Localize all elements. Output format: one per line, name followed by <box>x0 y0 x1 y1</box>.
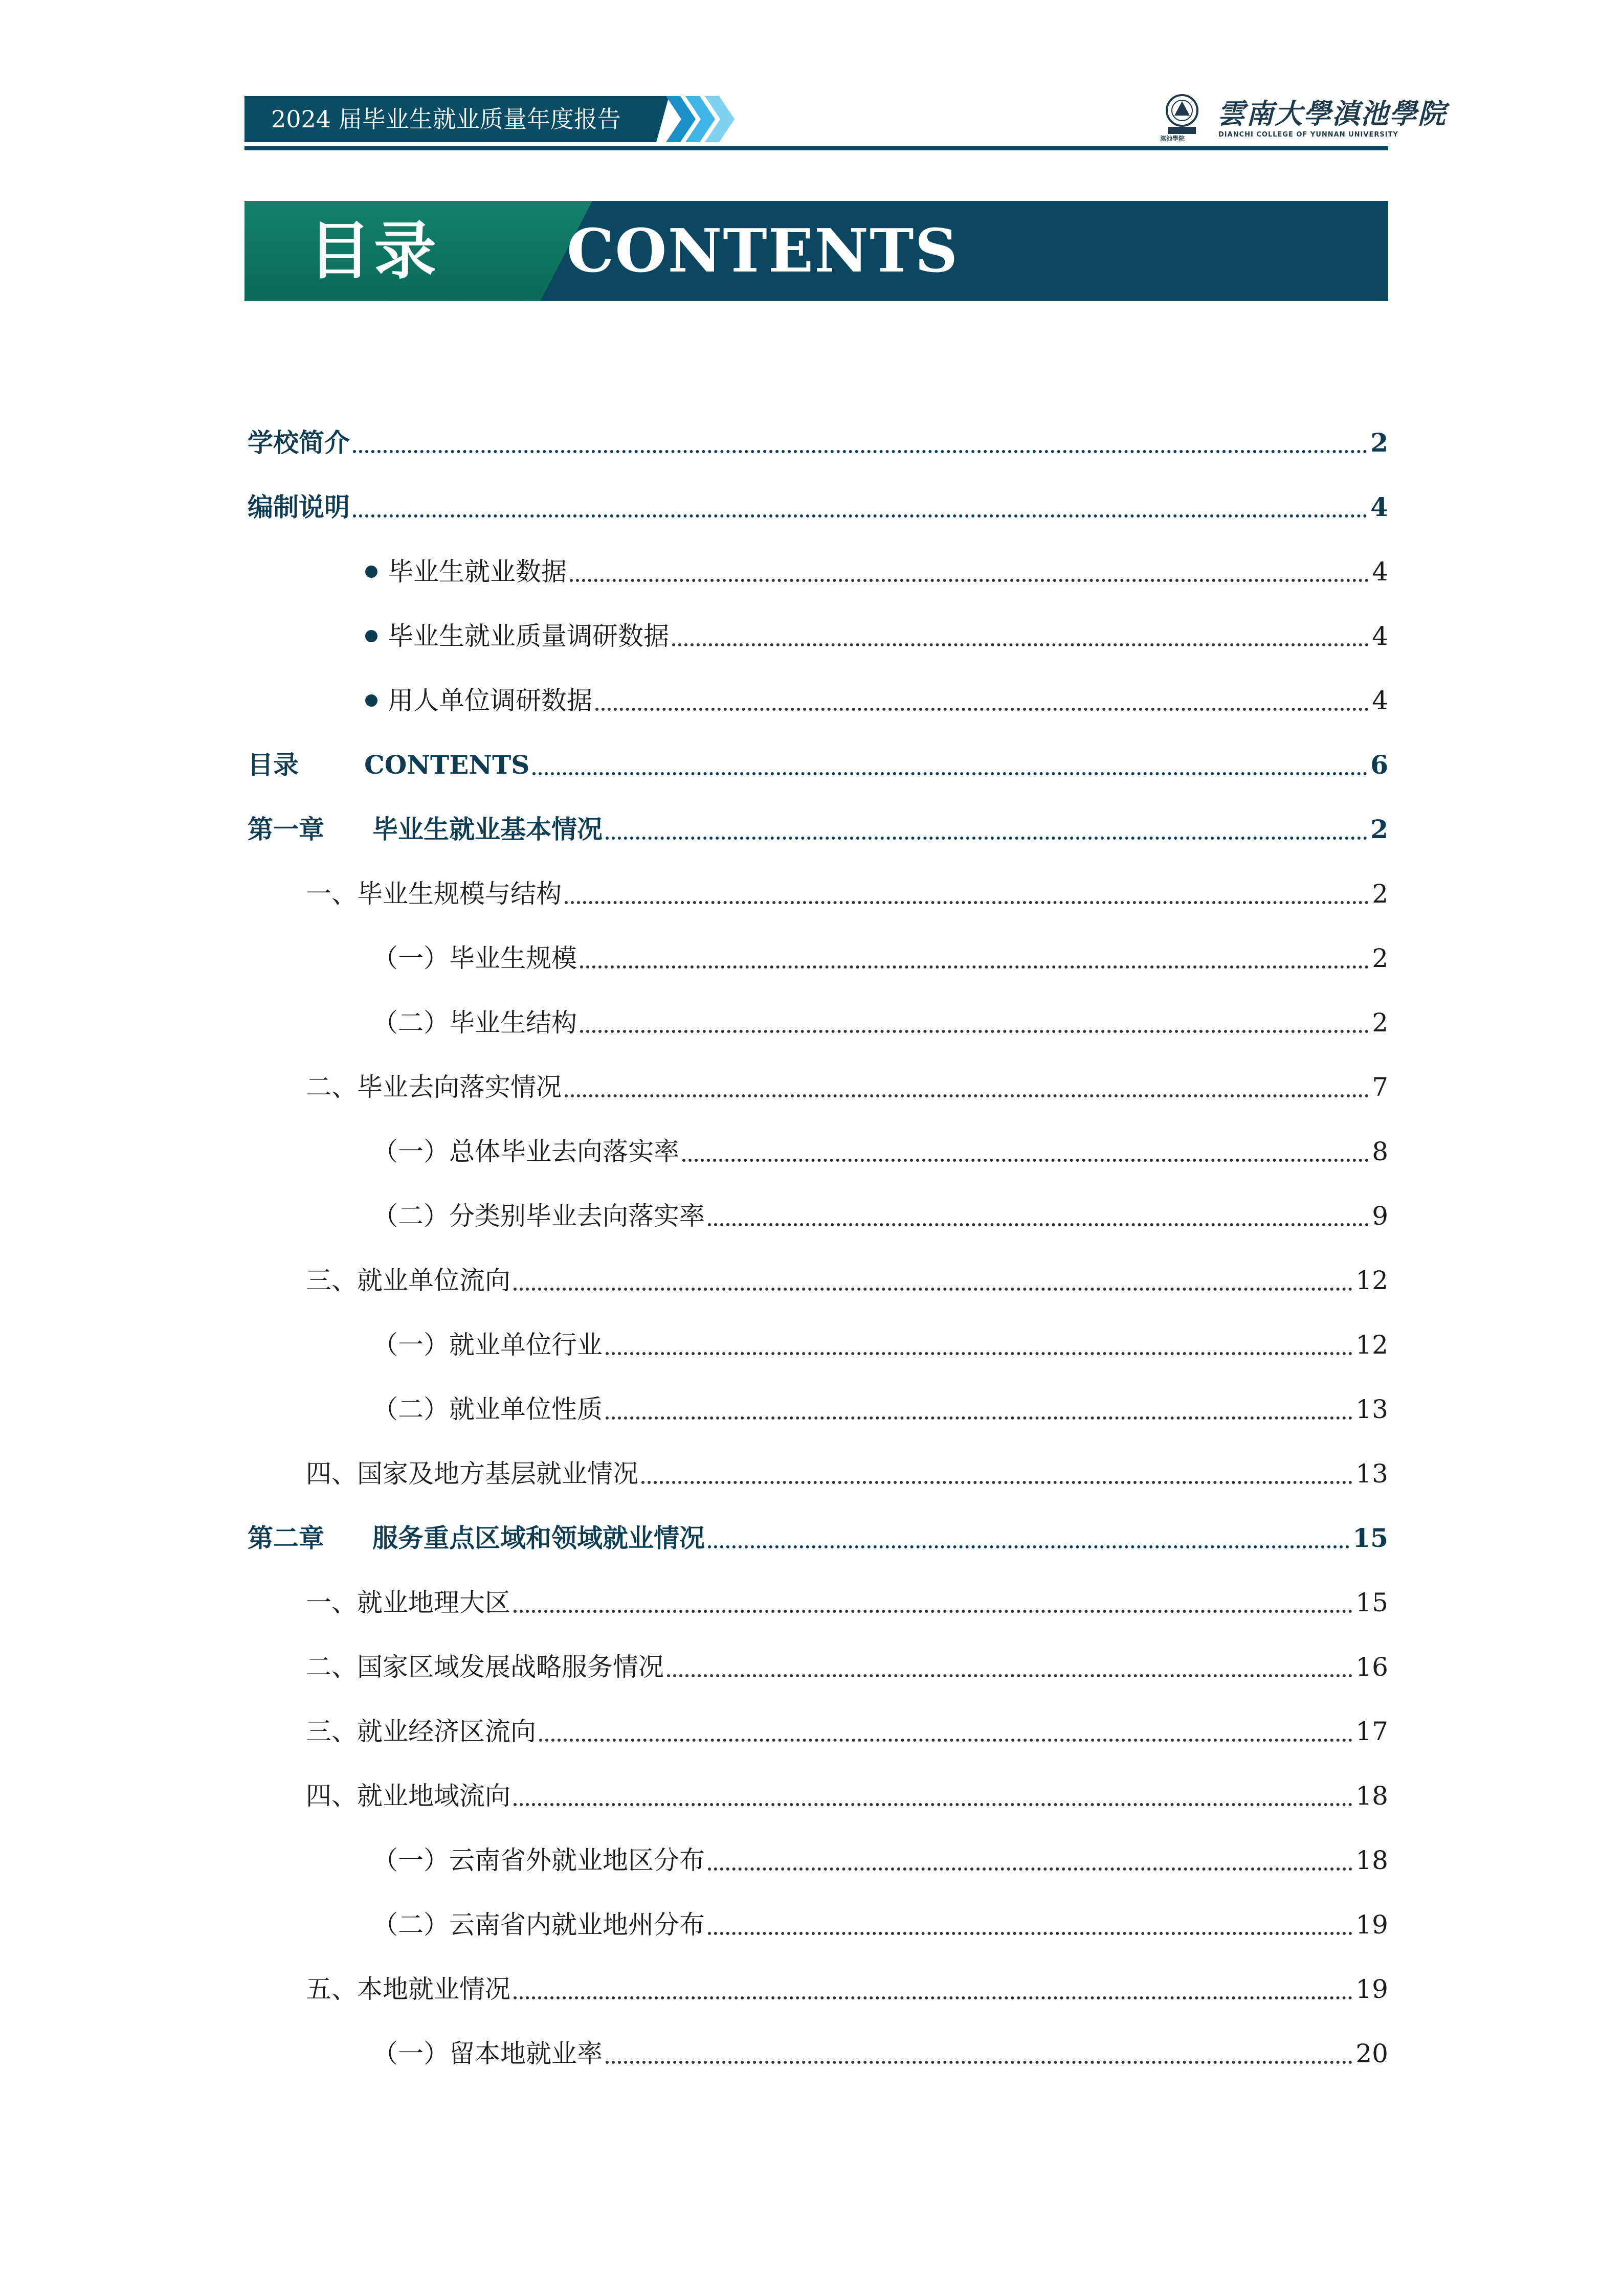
crest-caption: 滇池學院 <box>1160 135 1185 142</box>
toc-entry-page: 19 <box>1355 1910 1388 1940</box>
toc-entry-page: 17 <box>1355 1717 1388 1746</box>
chapter-title: 毕业生就业基本情况 <box>372 814 603 844</box>
toc-leader-dots <box>532 772 1367 775</box>
toc-leader-dots <box>606 837 1367 840</box>
toc-entry-label: （一）云南省外就业地区分布 <box>372 1845 705 1875</box>
toc-entry-page: 2 <box>1370 814 1388 844</box>
toc-leader-dots <box>708 1867 1352 1871</box>
toc-leader-dots <box>708 1545 1349 1548</box>
toc-chapter[interactable] <box>248 810 1388 849</box>
toc-entry-label: 三、就业经济区流向 <box>306 1717 536 1746</box>
toc-entry[interactable] <box>306 874 1388 913</box>
toc-entry[interactable] <box>372 1325 1388 1364</box>
toc-entry-label: 二、国家区域发展战略服务情况 <box>306 1652 664 1682</box>
toc-entry-label: 一、毕业生规模与结构 <box>306 879 562 909</box>
chapter-number: 第一章 <box>248 814 324 844</box>
toc-entry-label: （一）就业单位行业 <box>372 1330 603 1360</box>
toc-leader-dots <box>570 579 1369 582</box>
toc-entry-label: 三、就业单位流向 <box>306 1266 510 1295</box>
toc-entry-label: （二）就业单位性质 <box>372 1394 603 1424</box>
logo-subtitle: DIANCHI COLLEGE OF YUNNAN UNIVERSITY <box>1218 131 1398 139</box>
toc-entry-label: （二）分类别毕业去向落实率 <box>372 1201 705 1231</box>
toc-entry[interactable] <box>306 1648 1388 1686</box>
toc-entry[interactable] <box>365 681 1388 720</box>
toc-leader-dots <box>672 643 1369 646</box>
toc-entry-label: 目录 <box>248 750 299 780</box>
toc-leader-dots <box>353 450 1367 453</box>
toc-entry-label: （一）毕业生规模 <box>372 943 577 973</box>
toc-entry-label: 一、就业地理大区 <box>306 1588 510 1617</box>
logo-wordmark: 雲南大學滇池學院 <box>1217 97 1447 130</box>
toc-chapter[interactable] <box>248 1519 1388 1558</box>
toc-entry-label: （一）总体毕业去向落实率 <box>372 1137 679 1166</box>
toc-entry-page: 20 <box>1355 2039 1388 2068</box>
toc-entry[interactable] <box>306 1712 1388 1751</box>
toc-leader-dots <box>708 1223 1369 1226</box>
toc-entry-page: 9 <box>1372 1201 1388 1231</box>
toc-leader-dots <box>580 965 1369 969</box>
toc-leader-dots <box>595 708 1369 711</box>
toc-entry[interactable] <box>306 1068 1388 1107</box>
chapter-title: 服务重点区域和领域就业情况 <box>372 1523 705 1553</box>
toc-entry[interactable] <box>306 1261 1388 1300</box>
header-divider <box>244 146 1388 150</box>
toc-entry[interactable] <box>372 2034 1388 2073</box>
toc-entry-page: 2 <box>1372 943 1388 973</box>
toc-entry-label: 用人单位调研数据 <box>388 686 592 715</box>
toc-entry[interactable] <box>365 552 1388 591</box>
toc-entry-page: 4 <box>1370 492 1388 522</box>
banner-title-en: CONTENTS <box>567 216 959 286</box>
toc-entry-label: （二）云南省内就业地州分布 <box>372 1910 705 1940</box>
banner-title-cn: 目录 <box>308 215 439 287</box>
toc-leader-dots <box>606 1352 1352 1355</box>
toc-entry-page: 4 <box>1372 621 1388 651</box>
toc-entry-label: （二）毕业生结构 <box>372 1008 577 1038</box>
toc-entry-page: 4 <box>1372 686 1388 715</box>
toc-entry-label-en: CONTENTS <box>364 750 530 780</box>
toc-entry[interactable] <box>248 423 1388 462</box>
toc-leader-dots <box>667 1674 1352 1677</box>
toc-entry-label: 毕业生就业数据 <box>388 557 567 587</box>
toc-entry[interactable] <box>306 1454 1388 1493</box>
toc-entry[interactable] <box>306 1583 1388 1622</box>
toc-entry-label: 二、毕业去向落实情况 <box>306 1072 562 1102</box>
bullet-icon <box>365 566 377 578</box>
toc-entry-page: 19 <box>1355 1974 1388 2004</box>
toc-leader-dots <box>514 1610 1352 1613</box>
chevron-arrows-icon <box>665 96 742 142</box>
toc-entry-label: 四、国家及地方基层就业情况 <box>306 1459 638 1489</box>
toc-leader-dots <box>353 514 1367 517</box>
school-crest-icon <box>1159 90 1205 137</box>
toc-leader-dots <box>565 1094 1369 1097</box>
toc-leader-dots <box>641 1481 1352 1484</box>
toc-entry[interactable] <box>372 1841 1388 1880</box>
chapter-number: 第二章 <box>248 1523 324 1553</box>
toc-entry-label: 学校简介 <box>248 427 350 458</box>
toc-entry[interactable] <box>372 1197 1388 1235</box>
toc-leader-dots <box>682 1159 1369 1162</box>
toc-leader-dots <box>580 1030 1369 1033</box>
toc-entry[interactable] <box>365 617 1388 656</box>
toc-entry[interactable] <box>372 1003 1388 1042</box>
toc-leader-dots <box>514 1803 1352 1806</box>
toc-leader-dots <box>606 2061 1352 2064</box>
toc-entry-page: 18 <box>1355 1781 1388 1811</box>
toc-entry-page: 13 <box>1355 1394 1388 1424</box>
toc-leader-dots <box>565 901 1369 904</box>
toc-entry-page: 18 <box>1355 1845 1388 1875</box>
toc-entry-page: 7 <box>1372 1072 1388 1102</box>
toc-entry[interactable] <box>372 1132 1388 1171</box>
toc-entry-label: 四、就业地域流向 <box>306 1781 510 1811</box>
toc-entry-label: （一）留本地就业率 <box>372 2039 603 2068</box>
toc-entry-page: 16 <box>1355 1652 1388 1682</box>
bullet-icon <box>365 630 377 642</box>
toc-entry-page: 13 <box>1355 1459 1388 1489</box>
toc-entry[interactable] <box>306 1776 1388 1815</box>
toc-entry-page: 8 <box>1372 1137 1388 1166</box>
bullet-icon <box>365 694 377 707</box>
toc-leader-dots <box>606 1416 1352 1420</box>
school-logo <box>1152 86 1447 143</box>
toc-entry-label: 编制说明 <box>248 492 350 522</box>
toc-entry-page: 12 <box>1355 1330 1388 1360</box>
toc-entry-page: 12 <box>1355 1266 1388 1295</box>
toc-entry[interactable] <box>248 488 1388 527</box>
toc-entry-page: 2 <box>1372 1008 1388 1038</box>
toc-entry-label: 毕业生就业质量调研数据 <box>388 621 669 651</box>
toc-leader-dots <box>708 1932 1352 1935</box>
toc-entry[interactable] <box>372 1390 1388 1429</box>
toc-entry[interactable] <box>306 1970 1388 2009</box>
toc-entry[interactable] <box>372 939 1388 978</box>
toc-entry-page: 6 <box>1370 750 1388 780</box>
toc-entry-label: 五、本地就业情况 <box>306 1974 510 2004</box>
toc-leader-dots <box>514 1288 1352 1291</box>
toc-leader-dots <box>539 1739 1352 1742</box>
toc-entry[interactable] <box>372 1905 1388 1944</box>
toc-entry[interactable] <box>248 746 1388 784</box>
toc-entry-page: 4 <box>1372 557 1388 587</box>
toc-entry-page: 15 <box>1355 1588 1388 1617</box>
toc-entry-page: 15 <box>1352 1523 1388 1553</box>
toc-entry-page: 2 <box>1370 427 1388 458</box>
toc-leader-dots <box>514 1996 1352 1999</box>
report-title: 2024 届毕业生就业质量年度报告 <box>271 105 621 133</box>
toc-entry-page: 2 <box>1372 879 1388 909</box>
